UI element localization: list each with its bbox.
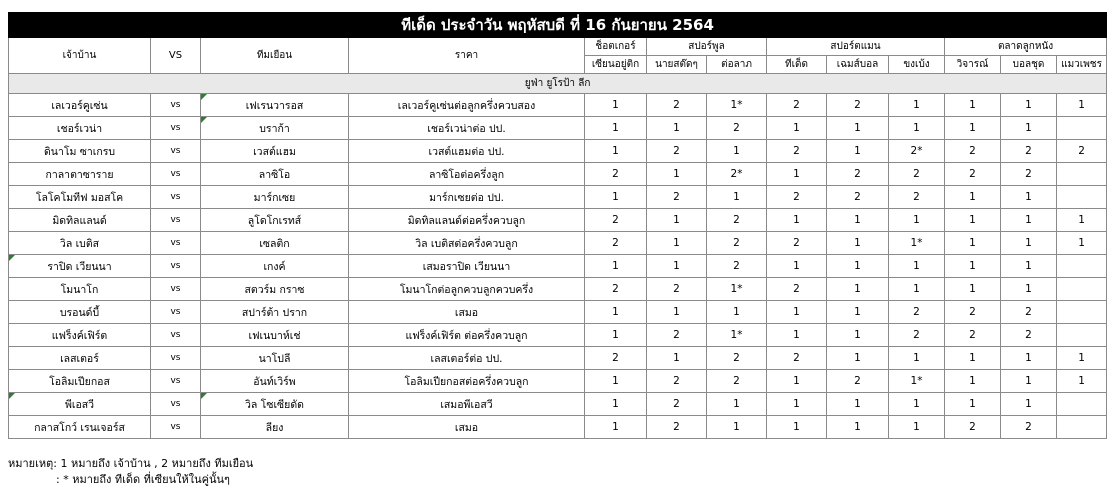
- pick-cell: 2: [707, 347, 767, 370]
- pick-cell: 2: [945, 140, 1001, 163]
- pick-cell: 1: [767, 301, 827, 324]
- pick-cell: 1: [889, 416, 945, 439]
- away-team: เซลติก: [201, 232, 349, 255]
- tips-table: [8, 12, 1107, 439]
- home-team: ดินาโม ซาเกรบ: [9, 140, 151, 163]
- pick-cell: [1057, 186, 1107, 209]
- pick-cell: 1: [827, 140, 889, 163]
- vs-label: vs: [151, 347, 201, 370]
- pick-cell: 2: [647, 278, 707, 301]
- home-team: ราปิด เวียนนา: [9, 255, 151, 278]
- pick-cell: 1*: [707, 278, 767, 301]
- pick-cell: 1: [827, 416, 889, 439]
- pick-cell: [1057, 393, 1107, 416]
- vs-label: vs: [151, 232, 201, 255]
- pick-cell: 2: [647, 324, 707, 347]
- pick-cell: 1: [889, 117, 945, 140]
- pick-cell: 2: [945, 301, 1001, 324]
- table-row: [9, 278, 1107, 301]
- pick-cell: 1: [945, 278, 1001, 301]
- pick-cell: 1: [945, 347, 1001, 370]
- pick-cell: 1: [585, 94, 647, 117]
- pick-cell: 2: [1001, 416, 1057, 439]
- away-team: สปาร์ต้า ปราก: [201, 301, 349, 324]
- pick-cell: 1: [827, 232, 889, 255]
- pick-cell: 2: [647, 393, 707, 416]
- price-line: เวสต์แฮมต่อ ปป.: [349, 140, 585, 163]
- away-team: ลาซิโอ: [201, 163, 349, 186]
- pick-cell: 1*: [707, 324, 767, 347]
- pick-cell: 2: [827, 370, 889, 393]
- pick-cell: 1: [827, 324, 889, 347]
- pick-cell: 1: [1057, 209, 1107, 232]
- home-team: วิล เบติส: [9, 232, 151, 255]
- vs-label: vs: [151, 117, 201, 140]
- vs-label: vs: [151, 94, 201, 117]
- price-line: โมนาโกต่อลูกควบลูกควบครึ่ง: [349, 278, 585, 301]
- home-team: โอลิมเปียกอส: [9, 370, 151, 393]
- pick-cell: 2: [945, 416, 1001, 439]
- pick-cell: 1: [1001, 370, 1057, 393]
- pick-cell: 1: [767, 117, 827, 140]
- pick-cell: 1: [1001, 186, 1057, 209]
- table-row: [9, 186, 1107, 209]
- price-line: เสมอพีเอสวี: [349, 393, 585, 416]
- pick-cell: 1: [827, 209, 889, 232]
- match-rows: [9, 94, 1107, 439]
- pick-cell: 1: [889, 94, 945, 117]
- pick-cell: 1: [1001, 232, 1057, 255]
- pick-cell: 1: [767, 209, 827, 232]
- pick-cell: 1: [1057, 232, 1107, 255]
- pick-cell: 1: [1001, 393, 1057, 416]
- pick-cell: 1: [707, 393, 767, 416]
- away-team: อันท์เวิร์พ: [201, 370, 349, 393]
- pick-cell: 1: [889, 278, 945, 301]
- pick-cell: 1: [827, 393, 889, 416]
- pick-cell: 2: [889, 163, 945, 186]
- pick-cell: 1: [647, 301, 707, 324]
- home-team: โมนาโก: [9, 278, 151, 301]
- table-row: [9, 301, 1107, 324]
- vs-label: vs: [151, 163, 201, 186]
- home-team: เลเวอร์คูเซ่น: [9, 94, 151, 117]
- pick-cell: 1: [647, 117, 707, 140]
- vs-label: vs: [151, 393, 201, 416]
- home-team: กาลาตาซาราย: [9, 163, 151, 186]
- header-tipster: เซียนอยู่ติก: [585, 56, 647, 74]
- league-row: [9, 74, 1107, 94]
- pick-cell: 2: [707, 209, 767, 232]
- price-line: เสมอ: [349, 301, 585, 324]
- notes: [8, 456, 253, 488]
- header-tipster: วิจารณ์: [945, 56, 1001, 74]
- pick-cell: 2: [585, 347, 647, 370]
- pick-cell: 1: [945, 255, 1001, 278]
- pick-cell: 1: [1001, 278, 1057, 301]
- pick-cell: 2: [647, 140, 707, 163]
- pick-cell: 2: [767, 347, 827, 370]
- pick-cell: 2: [1001, 301, 1057, 324]
- pick-cell: 2: [1057, 140, 1107, 163]
- pick-cell: 1: [767, 163, 827, 186]
- pick-cell: 1: [707, 140, 767, 163]
- home-team: โลโคโมทีฟ มอสโค: [9, 186, 151, 209]
- pick-cell: 2: [1001, 163, 1057, 186]
- pick-cell: 2: [1001, 324, 1057, 347]
- table-row: [9, 209, 1107, 232]
- header-away: ทีมเยือน: [201, 38, 349, 74]
- pick-cell: 1: [767, 255, 827, 278]
- pick-cell: [1057, 163, 1107, 186]
- header-group-shotger: ช็อตเกอร์: [585, 38, 647, 56]
- pick-cell: 2: [889, 301, 945, 324]
- table-row: [9, 117, 1107, 140]
- away-team: บราก้า: [201, 117, 349, 140]
- pick-cell: 2: [707, 232, 767, 255]
- pick-cell: 1: [1001, 94, 1057, 117]
- price-line: มิดทิลแลนด์ต่อครึ่งควบลูก: [349, 209, 585, 232]
- pick-cell: 2: [767, 232, 827, 255]
- header-tipster: นายสต๊ดๆ: [647, 56, 707, 74]
- pick-cell: 1: [585, 393, 647, 416]
- vs-label: vs: [151, 370, 201, 393]
- pick-cell: 1*: [889, 232, 945, 255]
- pick-cell: 1: [585, 301, 647, 324]
- pick-cell: [1057, 117, 1107, 140]
- table-row: [9, 94, 1107, 117]
- pick-cell: 2: [647, 186, 707, 209]
- table-row: [9, 255, 1107, 278]
- vs-label: vs: [151, 324, 201, 347]
- title-row: [9, 13, 1107, 38]
- pick-cell: 2: [585, 232, 647, 255]
- pick-cell: 1: [585, 117, 647, 140]
- pick-cell: 1: [707, 301, 767, 324]
- pick-cell: 1: [827, 301, 889, 324]
- pick-cell: 1: [647, 347, 707, 370]
- table-row: [9, 370, 1107, 393]
- pick-cell: 1: [767, 324, 827, 347]
- pick-cell: 1: [945, 117, 1001, 140]
- price-line: โอลิมเปียกอสต่อครึ่งควบลูก: [349, 370, 585, 393]
- pick-cell: 2: [707, 255, 767, 278]
- home-team: เชอร์เวน่า: [9, 117, 151, 140]
- table-row: [9, 324, 1107, 347]
- pick-cell: 1: [647, 232, 707, 255]
- header-tipster: ทีเด็ด: [767, 56, 827, 74]
- pick-cell: [1057, 278, 1107, 301]
- pick-cell: 1: [585, 140, 647, 163]
- price-line: มาร์กเซยต่อ ปป.: [349, 186, 585, 209]
- table-row: [9, 393, 1107, 416]
- pick-cell: 1: [585, 255, 647, 278]
- pick-cell: 1: [767, 416, 827, 439]
- away-team: เกงค์: [201, 255, 349, 278]
- pick-cell: 2: [767, 186, 827, 209]
- pick-cell: 2: [585, 278, 647, 301]
- pick-cell: 1: [1057, 370, 1107, 393]
- home-team: แฟร็งค์เฟิร์ต: [9, 324, 151, 347]
- tips-table-container: [8, 12, 1106, 439]
- table-row: [9, 163, 1107, 186]
- pick-cell: 1: [767, 393, 827, 416]
- table-row: [9, 232, 1107, 255]
- pick-cell: 1: [647, 163, 707, 186]
- pick-cell: 1: [647, 255, 707, 278]
- header-tipster: ต่อลาภ: [707, 56, 767, 74]
- pick-cell: 1: [707, 416, 767, 439]
- pick-cell: 2: [647, 370, 707, 393]
- table-row: [9, 416, 1107, 439]
- pick-cell: 2: [585, 163, 647, 186]
- price-line: แฟร็งค์เฟิร์ต ต่อครึ่งควบลูก: [349, 324, 585, 347]
- pick-cell: 2: [827, 186, 889, 209]
- note-line: : * หมายถึง ทีเด็ด ที่เซียนให้ในคู่นั้นๆ: [56, 473, 230, 486]
- pick-cell: 2: [647, 416, 707, 439]
- away-team: เวสต์แฮม: [201, 140, 349, 163]
- pick-cell: 2*: [889, 140, 945, 163]
- pick-cell: 1: [585, 324, 647, 347]
- away-team: สตวร์ม กราซ: [201, 278, 349, 301]
- away-team: ลูโดโกเรทส์: [201, 209, 349, 232]
- vs-label: vs: [151, 416, 201, 439]
- header-tipster: บอลชุด: [1001, 56, 1057, 74]
- home-team: พีเอสวี: [9, 393, 151, 416]
- pick-cell: 1: [945, 393, 1001, 416]
- pick-cell: 2: [585, 209, 647, 232]
- pick-cell: 2: [767, 94, 827, 117]
- header-group-sporpool: สปอร์พูล: [647, 38, 767, 56]
- pick-cell: 1: [889, 347, 945, 370]
- pick-cell: 1: [945, 94, 1001, 117]
- home-team: มิดทิลแลนด์: [9, 209, 151, 232]
- home-team: เลสเตอร์: [9, 347, 151, 370]
- home-team: กลาสโกว์ เรนเจอร์ส: [9, 416, 151, 439]
- vs-label: vs: [151, 186, 201, 209]
- pick-cell: 1: [1057, 347, 1107, 370]
- league-name: ยูฟ่า ยูโรป้า ลีก: [9, 74, 1107, 94]
- table-row: [9, 140, 1107, 163]
- price-line: ลาซิโอต่อครึ่งลูก: [349, 163, 585, 186]
- page-title: ทีเด็ด ประจำวัน พฤหัสบดี ที่ 16 กันยายน 2564: [9, 13, 1107, 38]
- pick-cell: 1: [827, 347, 889, 370]
- price-line: เสมอ: [349, 416, 585, 439]
- pick-cell: 1: [707, 186, 767, 209]
- vs-label: vs: [151, 301, 201, 324]
- pick-cell: 1: [585, 416, 647, 439]
- pick-cell: 1: [767, 370, 827, 393]
- header-tipster: เฉมส์บอล: [827, 56, 889, 74]
- header-home: เจ้าบ้าน: [9, 38, 151, 74]
- pick-cell: 1: [889, 255, 945, 278]
- price-line: เชอร์เวน่าต่อ ปป.: [349, 117, 585, 140]
- header-tipster: ขงเบ้ง: [889, 56, 945, 74]
- header-vs: VS: [151, 38, 201, 74]
- pick-cell: 2: [647, 94, 707, 117]
- pick-cell: 1: [1057, 94, 1107, 117]
- price-line: เสมอราปิด เวียนนา: [349, 255, 585, 278]
- header-price: ราคา: [349, 38, 585, 74]
- header-group-talad: ตลาดลูกหนัง: [945, 38, 1107, 56]
- pick-cell: 1: [945, 209, 1001, 232]
- pick-cell: 2: [707, 117, 767, 140]
- note-line: หมายเหตุ: 1 หมายถึง เจ้าบ้าน , 2 หมายถึง ทีมเยือน: [8, 457, 254, 470]
- pick-cell: [1057, 255, 1107, 278]
- pick-cell: 1: [889, 393, 945, 416]
- header-group-sportman: สปอร์ตแมน: [767, 38, 945, 56]
- pick-cell: 1: [1001, 347, 1057, 370]
- pick-cell: 2: [767, 278, 827, 301]
- pick-cell: 2: [827, 163, 889, 186]
- table-row: [9, 347, 1107, 370]
- pick-cell: 1: [585, 370, 647, 393]
- pick-cell: 2: [707, 370, 767, 393]
- vs-label: vs: [151, 255, 201, 278]
- away-team: เฟเรนวารอส: [201, 94, 349, 117]
- price-line: เลสเตอร์ต่อ ปป.: [349, 347, 585, 370]
- vs-label: vs: [151, 140, 201, 163]
- away-team: เฟเนบาห์เช่: [201, 324, 349, 347]
- pick-cell: 1: [827, 255, 889, 278]
- price-line: เลเวอร์คูเซ่นต่อลูกครึ่งควบสอง: [349, 94, 585, 117]
- pick-cell: [1057, 324, 1107, 347]
- pick-cell: 1: [945, 232, 1001, 255]
- price-line: วิล เบติสต่อครึ่งควบลูก: [349, 232, 585, 255]
- pick-cell: 1: [1001, 209, 1057, 232]
- pick-cell: 1: [585, 186, 647, 209]
- vs-label: vs: [151, 278, 201, 301]
- pick-cell: 1: [889, 209, 945, 232]
- pick-cell: 1: [827, 117, 889, 140]
- pick-cell: 1: [945, 370, 1001, 393]
- pick-cell: 2*: [707, 163, 767, 186]
- pick-cell: 1: [1001, 117, 1057, 140]
- pick-cell: 2: [945, 163, 1001, 186]
- header-tipster: แมวเพชร: [1057, 56, 1107, 74]
- pick-cell: 2: [945, 324, 1001, 347]
- pick-cell: 2: [827, 94, 889, 117]
- pick-cell: 2: [1001, 140, 1057, 163]
- away-team: นาโปลี: [201, 347, 349, 370]
- pick-cell: 1*: [707, 94, 767, 117]
- away-team: วิล โซเซียดัด: [201, 393, 349, 416]
- pick-cell: 1: [1001, 255, 1057, 278]
- header-row-1: [9, 38, 1107, 56]
- pick-cell: 1: [827, 278, 889, 301]
- pick-cell: 1: [647, 209, 707, 232]
- pick-cell: [1057, 301, 1107, 324]
- home-team: บรอนด์บี้: [9, 301, 151, 324]
- pick-cell: 2: [889, 324, 945, 347]
- away-team: มาร์กเซย: [201, 186, 349, 209]
- pick-cell: 2: [767, 140, 827, 163]
- pick-cell: 1*: [889, 370, 945, 393]
- vs-label: vs: [151, 209, 201, 232]
- pick-cell: 2: [889, 186, 945, 209]
- pick-cell: 1: [945, 186, 1001, 209]
- pick-cell: [1057, 416, 1107, 439]
- away-team: ลียง: [201, 416, 349, 439]
